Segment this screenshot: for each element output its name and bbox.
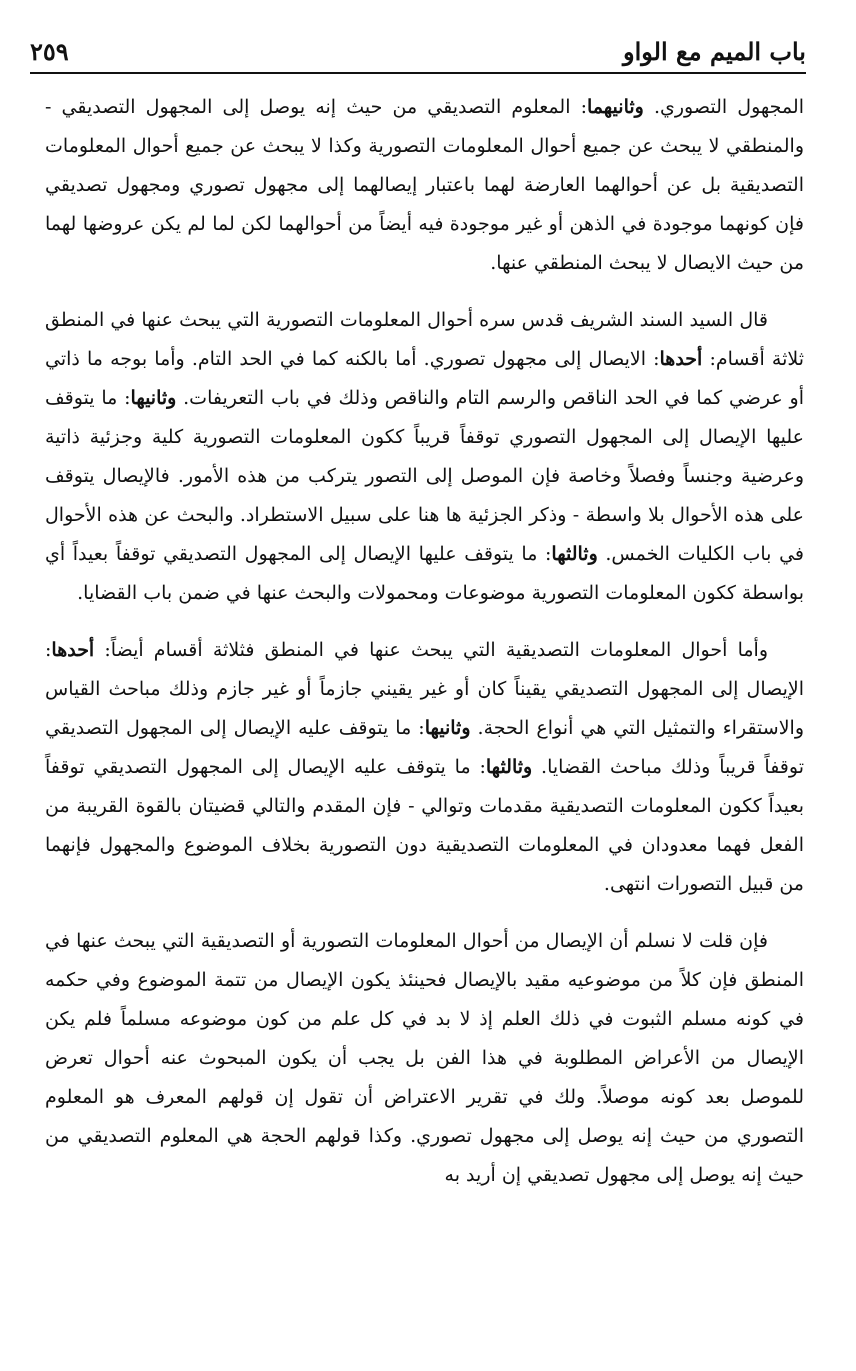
paragraph-text: وأما أحوال المعلومات التصديقية التي يبحث عنها في المنطق فثلاثة أقسام أيضاً: bbox=[94, 639, 768, 661]
section-label: وثانيها bbox=[130, 387, 177, 409]
section-label: وثالثها bbox=[485, 756, 533, 778]
section-label: أحدها bbox=[659, 348, 703, 370]
paragraph bbox=[45, 88, 804, 283]
paragraph-text: فإن قلت لا نسلم أن الإيصال من أحوال المعلومات التصورية أو التصديقية التي يبحث عنها في المنطق فإن كلاً من موضوعيه مقيد بالإيصال فحينئذ يكون الإيصال من تتمة الموضوع وفي حكمه في كونه مسلم الثبوت في ذلك العلم إذ لا بد في كل علم من كون موضوعه مسلماً فلم يكن الإيصال من الأعراض المطلوبة في هذا الفن بل يجب أن يكون المبحوث عنه أحوال تعرض للموصل بعد كونه موصلاً. ولك في تقرير الاعتراض أن تقول إن قولهم المعرف هو المعلوم التصوري من حيث إنه يوصل إلى مجهول تصوري. وكذا قولهم الحجة هي المعلوم التصديقي من حيث إنه يوصل إلى مجهول تصديقي إن أريد به bbox=[45, 930, 804, 1186]
paragraph-text: : ما يتوقف عليها الإيصال إلى المجهول التصوري توقفاً قريباً ككون المعلومات التصورية كلية وجزئية ذاتية وعرضية وجنساً وفصلاً وخاصة فإن الموصل إلى التصور يتركب من هذه الأمور. فالإيصال يتوقف على هذه الأحوال بلا واسطة - وذكر الجزئية ها هنا على سبيل الاستطراد. والبحث عن هذه الأحوال في باب الكليات الخمس. bbox=[45, 387, 804, 565]
paragraph-text: : الإيصال إلى المجهول التصديقي يقيناً كان أو غير يقيني جازماً أو غير جازم وذلك مباحث القياس والاستقراء والتمثيل التي هي أنواع الحجة. bbox=[45, 639, 804, 739]
paragraph-text: المجهول التصوري. bbox=[643, 96, 804, 118]
paragraph bbox=[45, 301, 804, 613]
paragraph-text: : ما يتوقف عليها الإيصال إلى المجهول التصديقي توقفاً بعيداً أي بواسطة ككون المعلومات التصورية موضوعات ومحمولات والبحث عنها في ضمن باب القضايا. bbox=[45, 543, 804, 604]
paragraph-text: قال السيد السند الشريف قدس سره أحوال المعلومات التصورية التي يبحث عنها في المنطق ثلاثة أقسام: bbox=[45, 309, 804, 370]
section-label: وثالثها bbox=[551, 543, 598, 565]
paragraph-text: : الايصال إلى مجهول تصوري. أما بالكنه كما في الحد التام. وأما بوجه ما ذاتي أو عرضي كما في الحد الناقص والرسم التام والناقص وذلك في باب التعريفات. bbox=[45, 348, 804, 409]
chapter-title: باب الميم مع الواو bbox=[623, 37, 806, 66]
section-label: أحدها bbox=[51, 639, 95, 661]
section-label: وثانيهما bbox=[587, 96, 644, 118]
paragraph bbox=[45, 922, 804, 1195]
paragraph-text: : المعلوم التصديقي من حيث إنه يوصل إلى المجهول التصديقي - والمنطقي لا يبحث عن جميع أحوال المعلومات التصورية وكذا لا يبحث عن جميع أحوال المعلومات التصديقية بل عن أحوالهما العارضة لهما باعتبار إيصالهما إلى مجهول تصوري ومجهول تصديقي فإن كونهما موجودة في الذهن أو غير موجودة فيه أيضاً من أحوالهما لكن لما لم يكن عروضها لهما من حيث الايصال لا يبحث المنطقي عنها. bbox=[45, 96, 804, 274]
page-number: ٢٥٩ bbox=[30, 37, 69, 66]
paragraph bbox=[45, 631, 804, 904]
section-label: وثانيها bbox=[424, 717, 471, 739]
paragraph-text: : ما يتوقف عليه الإيصال إلى المجهول التصديقي توقفاً قريباً وذلك مباحث القضايا. bbox=[45, 717, 804, 778]
paragraph-text: : ما يتوقف عليه الإيصال إلى المجهول التصديقي توقفاً بعيداً ككون المعلومات التصديقية مقدمات وتوالي - فإن المقدم والتالي قضيتان بالقوة القريبة من الفعل فهما معدودان في المعلومات التصديقية دون التصورية بخلاف الموضوع والمجهول فإنهما من قبيل التصورات انتهى. bbox=[45, 756, 804, 895]
page-header bbox=[30, 28, 806, 74]
body-text bbox=[45, 88, 804, 1213]
